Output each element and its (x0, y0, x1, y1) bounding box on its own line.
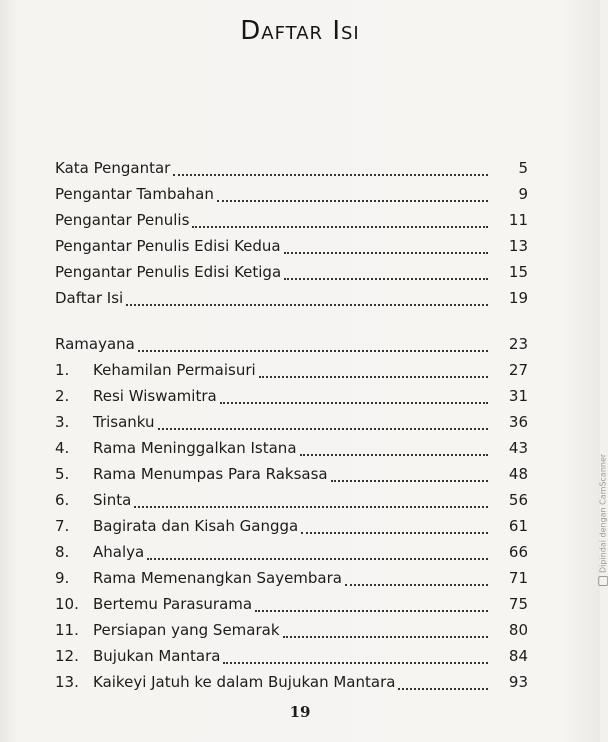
entry-title: Pengantar Penulis Edisi Ketiga (55, 263, 282, 281)
entry-page-number: 15 (508, 263, 528, 281)
dot-leader (331, 480, 488, 482)
page-number: 19 (289, 703, 311, 721)
entry-title: Persiapan yang Semarak (93, 621, 280, 639)
entry-page-number: 13 (508, 237, 528, 255)
chapter-number: 3. (55, 413, 70, 431)
toc-chapter-entry (55, 513, 528, 539)
toc-chapter-entry (55, 461, 528, 487)
toc-chapter-entry (55, 357, 528, 383)
entry-page-number: 27 (508, 361, 528, 379)
dot-leader (284, 252, 488, 254)
chapter-number: 13. (55, 673, 79, 691)
dot-leader (283, 636, 488, 638)
chapter-number: 12. (55, 647, 79, 665)
entry-page-number: 43 (508, 439, 528, 457)
entry-page-number: 9 (518, 185, 528, 203)
toc-chapter-entry (55, 565, 528, 591)
chapter-number: 5. (55, 465, 70, 483)
toc-entry (55, 285, 528, 311)
toc-entry (55, 233, 528, 259)
toc-entry (55, 155, 528, 181)
chapter-number: 4. (55, 439, 70, 457)
toc-entry (55, 181, 528, 207)
dot-leader (345, 584, 488, 586)
entry-title: Bujukan Mantara (93, 647, 221, 665)
entry-title: Pengantar Penulis Edisi Kedua (55, 237, 281, 255)
chapter-number: 8. (55, 543, 70, 561)
entry-title: Kehamilan Permaisuri (93, 361, 256, 379)
dot-leader (284, 278, 488, 280)
entry-title: Rama Memenangkan Sayembara (93, 569, 342, 587)
entry-page-number: 11 (508, 211, 528, 229)
entry-page-number: 56 (508, 491, 528, 509)
toc-chapter-entry (55, 643, 528, 669)
toc-entry (55, 259, 528, 285)
chapter-number: 7. (55, 517, 70, 535)
toc-section-entry (55, 331, 528, 357)
toc-chapter-entry (55, 383, 528, 409)
entry-title: Pengantar Tambahan (55, 185, 214, 203)
dot-leader (138, 350, 488, 352)
chapter-number: 6. (55, 491, 70, 509)
dot-leader (301, 532, 488, 534)
dot-leader (259, 376, 488, 378)
toc-chapter-entry (55, 591, 528, 617)
entry-title: Ahalya (93, 543, 145, 561)
entry-title: Resi Wiswamitra (93, 387, 217, 405)
toc-entry (55, 207, 528, 233)
entry-page-number: 48 (508, 465, 528, 483)
entry-page-number: 84 (508, 647, 528, 665)
chapter-number: 9. (55, 569, 70, 587)
dot-leader (126, 304, 488, 306)
entry-title: Rama Meninggalkan Istana (93, 439, 297, 457)
entry-page-number: 93 (508, 673, 528, 691)
entry-page-number: 31 (508, 387, 528, 405)
entry-page-number: 66 (508, 543, 528, 561)
scanner-watermark (598, 454, 608, 586)
dot-leader (173, 174, 488, 176)
toc-chapter-entry (55, 539, 528, 565)
dot-leader (192, 226, 488, 228)
toc-chapter-entry (55, 435, 528, 461)
chapter-list (55, 331, 528, 695)
chapter-number: 2. (55, 387, 70, 405)
entry-title: Sinta (93, 491, 132, 509)
chapter-number: 1. (55, 361, 70, 379)
toc-chapter-entry (55, 409, 528, 435)
dot-leader (223, 662, 488, 664)
toc-chapter-entry (55, 487, 528, 513)
entry-page-number: 23 (508, 335, 528, 353)
dot-leader (158, 428, 488, 430)
entry-page-number: 71 (508, 569, 528, 587)
entry-title: Ramayana (55, 335, 135, 353)
toc-chapter-entry (55, 617, 528, 643)
page-title: Daftar Isi (240, 16, 360, 46)
front-matter-list (55, 155, 528, 311)
entry-title: Kaikeyi Jatuh ke dalam Bujukan Mantara (93, 673, 396, 691)
entry-title: Daftar Isi (55, 289, 124, 307)
entry-title: Kata Pengantar (55, 159, 171, 177)
dot-leader (134, 506, 488, 508)
entry-page-number: 5 (518, 159, 528, 177)
watermark-text: Dipindai dengan CamScanner (598, 453, 608, 573)
entry-page-number: 36 (508, 413, 528, 431)
entry-title: Pengantar Penulis (55, 211, 190, 229)
entry-title: Trisanku (93, 413, 155, 431)
entry-page-number: 61 (508, 517, 528, 535)
chapter-number: 11. (55, 621, 79, 639)
dot-leader (300, 454, 488, 456)
dot-leader (255, 610, 488, 612)
toc-chapter-entry (55, 669, 528, 695)
entry-title: Rama Menumpas Para Raksasa (93, 465, 328, 483)
camscanner-icon (598, 576, 608, 586)
dot-leader (220, 402, 488, 404)
entry-page-number: 19 (508, 289, 528, 307)
entry-page-number: 75 (508, 595, 528, 613)
chapter-number: 10. (55, 595, 79, 613)
dot-leader (217, 200, 488, 202)
entry-page-number: 80 (508, 621, 528, 639)
dot-leader (147, 558, 488, 560)
entry-title: Bagirata dan Kisah Gangga (93, 517, 299, 535)
entry-title: Bertemu Parasurama (93, 595, 253, 613)
dot-leader (398, 688, 488, 690)
